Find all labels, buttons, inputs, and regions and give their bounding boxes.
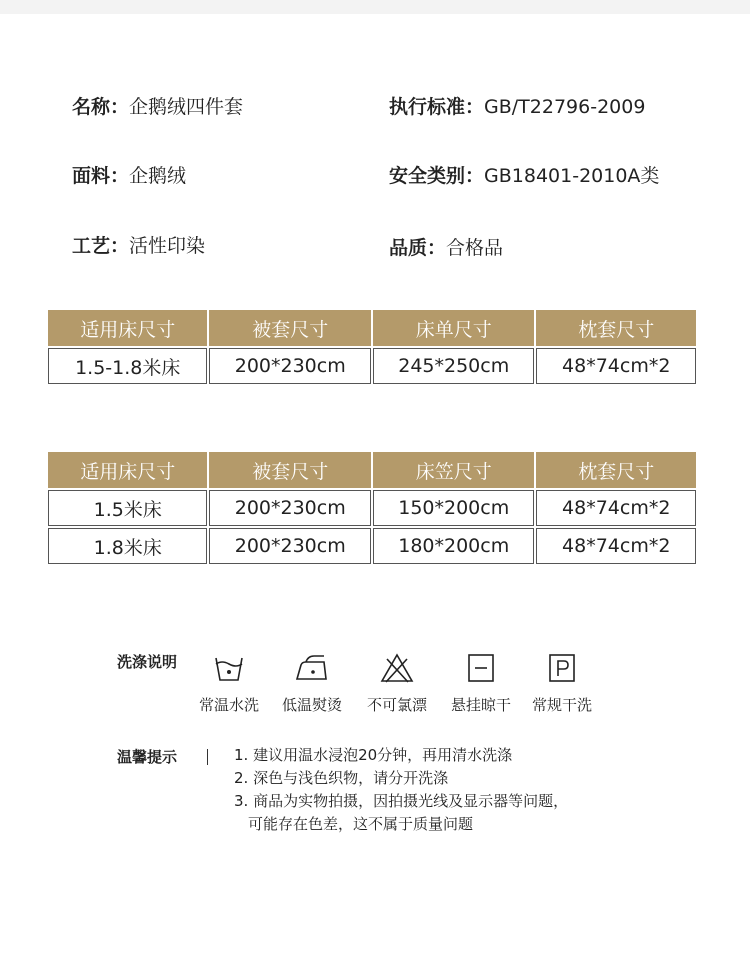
size-table-2: [46, 450, 698, 566]
wash-label: 悬挂晾干: [450, 696, 511, 714]
line-dry-icon: [465, 652, 497, 684]
tip-line: 3. 商品为实物拍摄，因拍摄光线及显示器等问题，: [234, 792, 569, 810]
spec-safety-key: 安全类别：: [389, 165, 485, 187]
tip-line: 1. 建议用温水浸泡20分钟，再用清水洗涤: [234, 746, 513, 764]
spec-fabric-key: 面料：: [72, 165, 130, 187]
table-cell: 48*74cm*2: [536, 348, 696, 384]
table-header-cell: 枕套尺寸: [536, 452, 696, 488]
table-header-cell: 适用床尺寸: [48, 452, 207, 488]
tip-line: 可能存在色差，这不属于质量问题: [248, 815, 474, 833]
table-header-cell: 床单尺寸: [373, 310, 535, 346]
top-band: [0, 0, 750, 14]
table-cell: 150*200cm: [373, 490, 535, 526]
table-header-row: [48, 310, 696, 346]
table-cell: 1.5-1.8米床: [48, 348, 207, 384]
wash-item: [439, 652, 523, 715]
table-cell: 1.8米床: [48, 528, 207, 564]
table-cell: 180*200cm: [373, 528, 535, 564]
no-bleach-icon: [380, 652, 414, 684]
table-cell: 48*74cm*2: [536, 528, 696, 564]
wash-label: 低温熨烫: [281, 696, 342, 714]
wash-tub-icon: [213, 652, 245, 684]
table-row: [48, 348, 696, 384]
table-cell: 48*74cm*2: [536, 490, 696, 526]
spec-standard: [389, 92, 645, 119]
spec-name: [72, 92, 243, 119]
tip-line: 2. 深色与浅色织物，请分开洗涤: [234, 769, 449, 787]
wash-item: [520, 652, 604, 715]
spec-safety-value: GB18401-2010A类: [484, 165, 660, 187]
wash-label: 常规干洗: [531, 696, 592, 714]
table-cell: 200*230cm: [209, 348, 371, 384]
spec-craft: [72, 231, 205, 258]
spec-fabric: [72, 161, 186, 188]
dry-clean-icon: [546, 652, 578, 684]
spec-standard-value: GB/T22796-2009: [484, 96, 646, 118]
spec-name-value: 企鹅绒四件套: [129, 96, 244, 118]
spec-craft-value: 活性印染: [129, 235, 206, 257]
tips-list: [234, 744, 568, 836]
wash-item: [355, 652, 439, 715]
spec-fabric-value: 企鹅绒: [129, 165, 187, 187]
wash-title: 洗涤说明: [117, 653, 178, 671]
tips-title: 温馨提示: [117, 748, 178, 766]
wash-item: [270, 652, 354, 715]
spec-safety: [389, 161, 659, 188]
tips-divider: [207, 749, 208, 765]
table-row: [48, 528, 696, 564]
table-cell: 1.5米床: [48, 490, 207, 526]
table-cell: 200*230cm: [209, 490, 371, 526]
wash-item: [187, 652, 271, 715]
table-cell: 200*230cm: [209, 528, 371, 564]
size-table-1: [46, 308, 698, 386]
table-header-row: [48, 452, 696, 488]
spec-craft-key: 工艺：: [72, 235, 130, 257]
table-header-cell: 床笠尺寸: [373, 452, 535, 488]
spec-name-key: 名称：: [72, 96, 130, 118]
spec-quality-key: 品质：: [389, 237, 447, 259]
table-header-cell: 枕套尺寸: [536, 310, 696, 346]
wash-label: 不可氯漂: [366, 696, 427, 714]
spec-quality-value: 合格品: [446, 237, 504, 259]
spec-quality: [389, 233, 503, 260]
wash-label: 常温水洗: [198, 696, 259, 714]
iron-icon: [294, 652, 330, 684]
table-header-cell: 适用床尺寸: [48, 310, 207, 346]
table-header-cell: 被套尺寸: [209, 452, 371, 488]
table-header-cell: 被套尺寸: [209, 310, 371, 346]
table-row: [48, 490, 696, 526]
spec-standard-key: 执行标准：: [389, 96, 485, 118]
table-cell: 245*250cm: [373, 348, 535, 384]
